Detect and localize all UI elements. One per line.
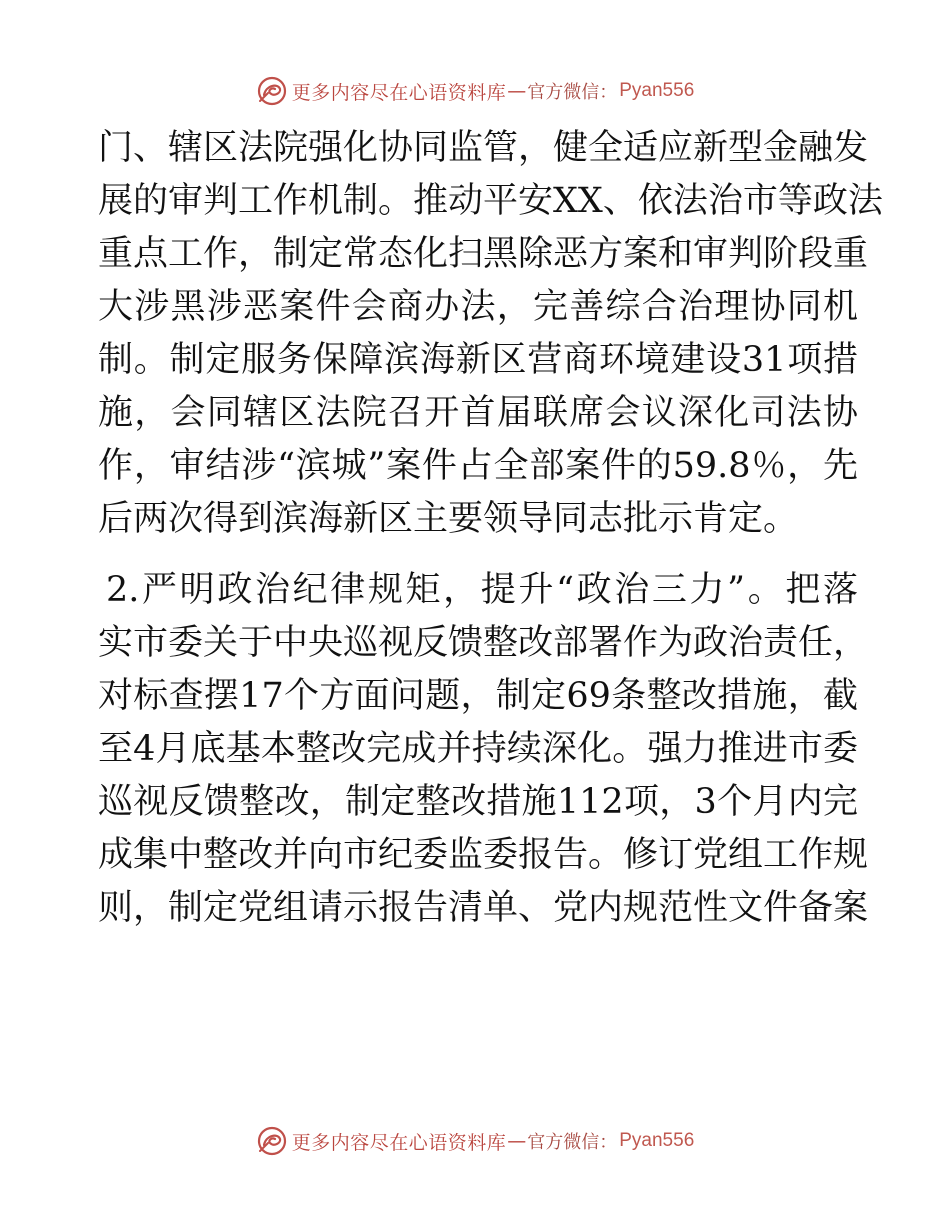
banner-brand-text: 更多内容尽在心语资料库: [291, 81, 507, 104]
header-banner: [0, 74, 950, 108]
text-line: 大涉黑涉恶案件会商办法，完善综合治理协同机: [98, 287, 858, 327]
banner-official-label: 官方微信：: [527, 82, 618, 103]
footer-banner: [0, 1124, 950, 1158]
banner-separator: —: [507, 1130, 527, 1152]
text-line: 重点工作，制定常态化扫黑除恶方案和审判阶段重: [98, 234, 869, 274]
text-line: 2.严明政治纪律规矩，提升“政治三力”。把落: [106, 570, 858, 610]
text-line: 作，审结涉“滨城”案件占全部案件的59.8％，先: [98, 446, 858, 486]
swirl-logo-icon: [256, 75, 288, 107]
text-line: 制。制定服务保障滨海新区营商环境建设31项措: [98, 340, 858, 380]
banner-account-id: Pyan556: [619, 1130, 695, 1151]
swirl-logo-icon: [256, 1125, 288, 1157]
document-body: [98, 122, 883, 935]
text-line: 施，会同辖区法院召开首届联席会议深化司法协: [98, 393, 858, 433]
banner-official-label: 官方微信：: [527, 1132, 618, 1153]
banner-brand-text: 更多内容尽在心语资料库: [291, 1131, 507, 1154]
text-line: 后两次得到滨海新区主要领导同志批示肯定。: [98, 499, 799, 539]
text-line: 门、辖区法院强化协同监管，健全适应新型金融发: [98, 128, 869, 168]
text-line: 巡视反馈整改，制定整改措施112项，3个月内完: [98, 782, 858, 822]
text-line: 展的审判工作机制。推动平安XX、依法治市等政法: [98, 181, 883, 221]
paragraph-1: [98, 122, 883, 546]
paragraph-2: [98, 564, 869, 935]
banner-separator: —: [507, 80, 527, 102]
banner-account-id: Pyan556: [619, 80, 695, 101]
text-line: 成集中整改并向市纪委监委报告。修订党组工作规: [98, 835, 869, 875]
text-line: 至4月底基本整改完成并持续深化。强力推进市委: [98, 729, 858, 769]
text-line: 对标查摆17个方面问题，制定69条整改措施，截: [98, 676, 858, 716]
text-line: 则，制定党组请示报告清单、党内规范性文件备案: [98, 888, 869, 928]
text-line: 实市委关于中央巡视反馈整改部署作为政治责任，: [98, 623, 869, 663]
